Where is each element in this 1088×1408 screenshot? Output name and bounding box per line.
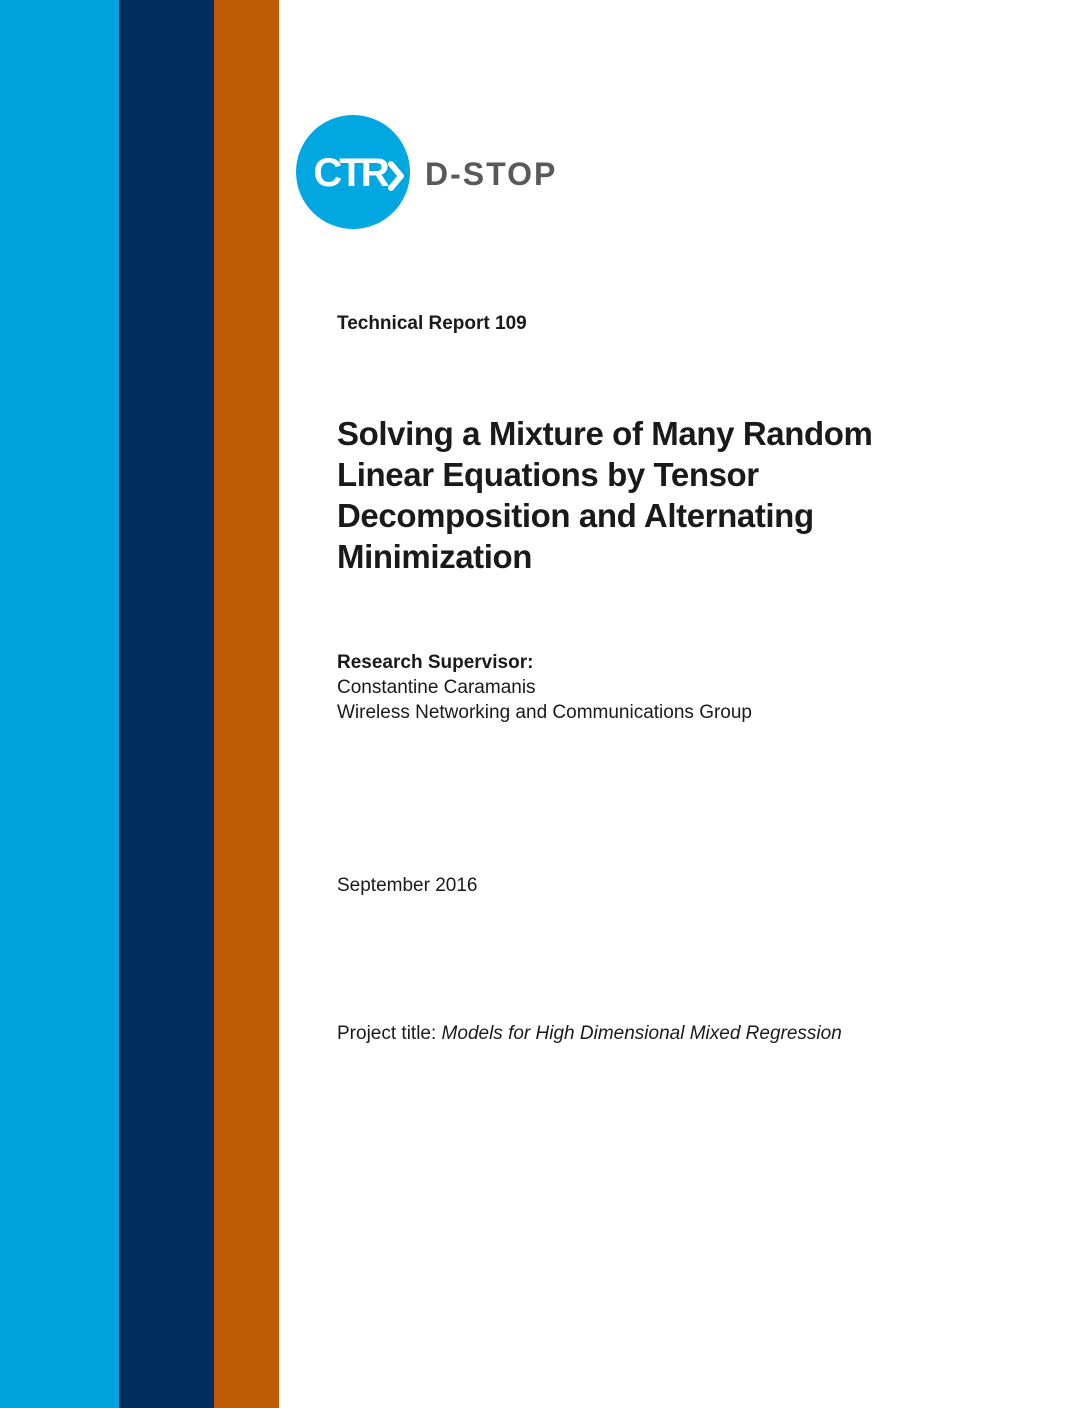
supervisor-block xyxy=(337,650,752,725)
supervisor-name: Constantine Caramanis xyxy=(337,677,536,698)
left-stripe-orange xyxy=(214,0,279,1408)
report-date: September 2016 xyxy=(337,875,478,896)
left-stripe-navy xyxy=(119,0,214,1408)
ctr-dstop-logo xyxy=(295,114,595,234)
report-number: Technical Report 109 xyxy=(337,313,527,334)
project-title-name: Models for High Dimensional Mixed Regression xyxy=(441,1023,842,1044)
supervisor-heading: Research Supervisor: xyxy=(337,652,534,673)
ctr-circle-logo-icon xyxy=(295,114,415,234)
left-stripe-light-blue xyxy=(0,0,119,1408)
ctr-monogram: CTR xyxy=(313,151,387,195)
report-title: Solving a Mixture of Many Random Linear Equations by Tensor Decomposition and Alternating Minimization xyxy=(337,415,873,575)
project-title-line xyxy=(337,1021,842,1046)
logo-wordmark: D-STOP xyxy=(425,156,558,192)
project-title-label: Project title: xyxy=(337,1023,437,1044)
supervisor-group: Wireless Networking and Communications Group xyxy=(337,702,752,723)
